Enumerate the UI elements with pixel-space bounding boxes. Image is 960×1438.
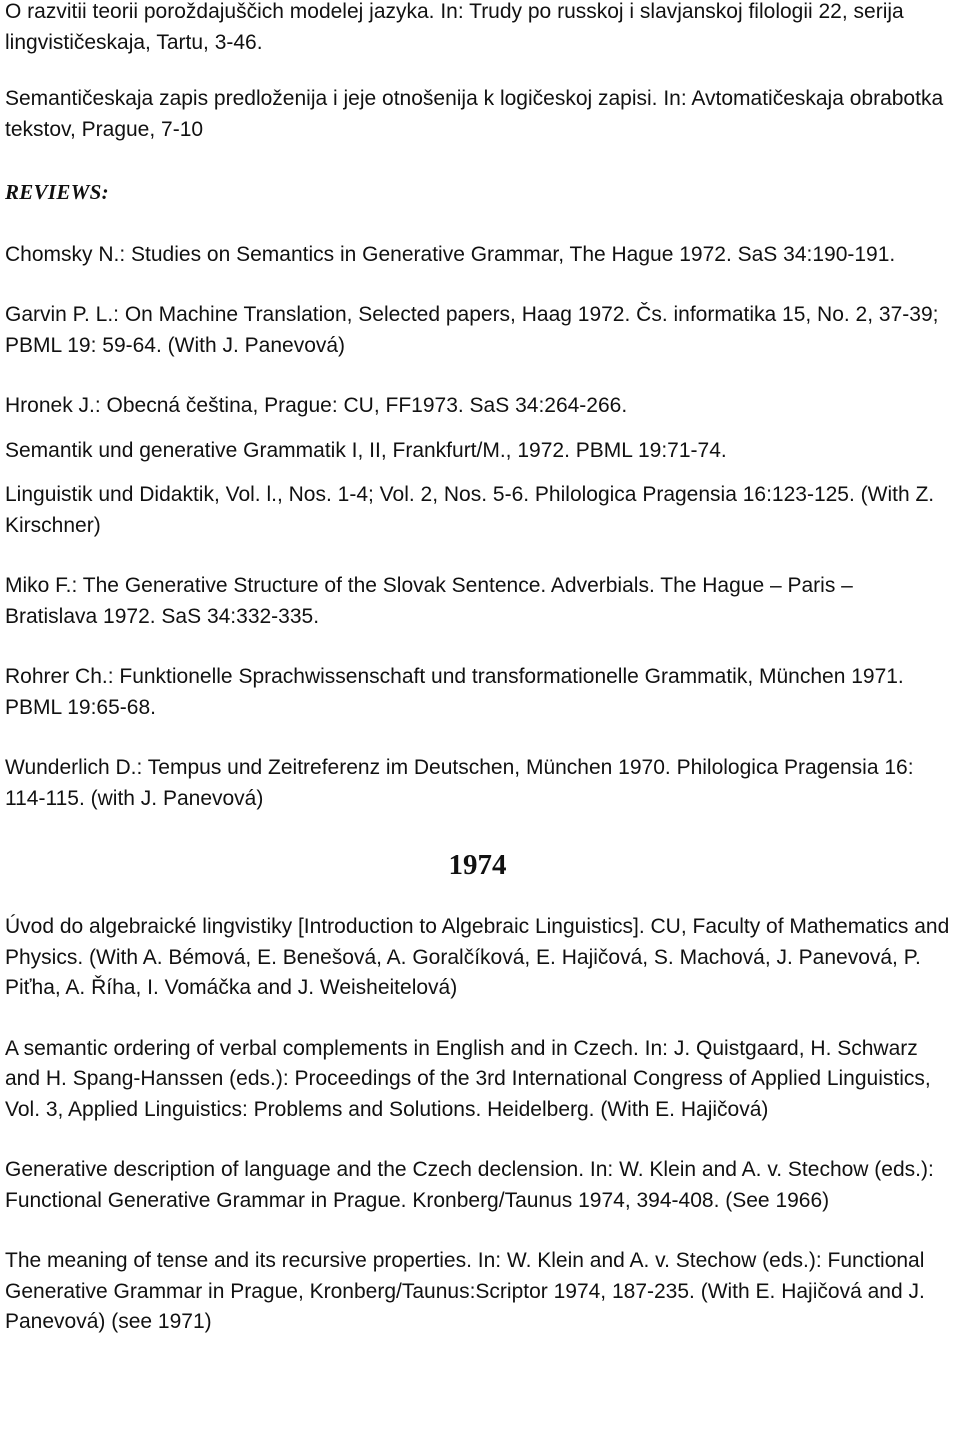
review-entry: Semantik und generative Grammatik I, II, Frankfurt/M., 1972. PBML 19:71-74. — [5, 438, 727, 462]
review-entry: Wunderlich D.: Tempus und Zeitreferenz im Deutschen, München 1970. Philologica Pragensia 16: 114-115. (with J. Panevová) — [5, 756, 914, 810]
bibliography-entry: The meaning of tense and its recursive properties. In: W. Klein and A. v. Stechow (eds.): Functional Generative Grammar in Prague, Kronberg/Taunus:Scriptor 1974, 187-235. (With E. Hajičová and J. Panevová) (see 1971) — [5, 1249, 925, 1333]
review-entry: Linguistik und Didaktik, Vol. l., Nos. 1-4; Vol. 2, Nos. 5-6. Philologica Pragensia 16:123-125. (With Z. Kirschner) — [5, 483, 935, 537]
bibliography-entry: O razvitii teorii poroždajuščich modelej jazyka. In: Trudy po russkoj i slavjanskoj filologii 22, serija lingvističeskaja, Tartu, 3-46. — [5, 0, 904, 54]
review-entry: Garvin P. L.: On Machine Translation, Selected papers, Haag 1972. Čs. informatika 15, No. 2, 37-39; PBML 19: 59-64. (With J. Panevová) — [5, 303, 939, 357]
reviews-heading: REVIEWS: — [5, 180, 109, 204]
review-entry: Hronek J.: Obecná čeština, Prague: CU, FF1973. SaS 34:264-266. — [5, 394, 628, 417]
review-entry: Chomsky N.: Studies on Semantics in Generative Grammar, The Hague 1972. SaS 34:190-191. — [5, 242, 896, 266]
bibliography-entry: A semantic ordering of verbal complements in English and in Czech. In: J. Quistgaard, H. Schwarz and H. Spang-Hanssen (eds.): Proceedings of the 3rd International Congress of Applied Linguistics, Vol. 3, Applied Linguistics: Problems and Solutions. Heidelberg. (With E. Hajičová) — [5, 1036, 931, 1121]
bibliography-entry: Úvod do algebraické lingvistiky [Introduction to Algebraic Linguistics]. CU, Faculty of Mathematics and Physics. (With A. Bémová, E. Benešová, A. Goralčíková, E. Hajičová, S. Machová, J. Panevová, P. Piťha, A. Říha, I. Vomáčka and J. Weisheitelová) — [5, 915, 950, 999]
review-entry: Rohrer Ch.: Funktionelle Sprachwissenschaft und transformationelle Grammatik, München 1971. PBML 19:65-68. — [5, 665, 904, 719]
bibliography-entry: Generative description of language and the Czech declension. In: W. Klein and A. v. Stechow (eds.): Functional Generative Grammar in Prague. Kronberg/Taunus 1974, 394-408. (See 1966) — [5, 1158, 934, 1212]
bibliography-entry: Semantičeskaja zapis predloženija i jeje otnošenija k logičeskoj zapisi. In: Avtomatičeskaja obrabotka tekstov, Prague, 7-10 — [5, 87, 944, 141]
year-heading: 1974 — [448, 849, 507, 881]
review-entry: Miko F.: The Generative Structure of the Slovak Sentence. Adverbials. The Hague – Paris – Bratislava 1972. SaS 34:332-335. — [5, 574, 853, 628]
bibliography-page — [5, 0, 950, 1338]
